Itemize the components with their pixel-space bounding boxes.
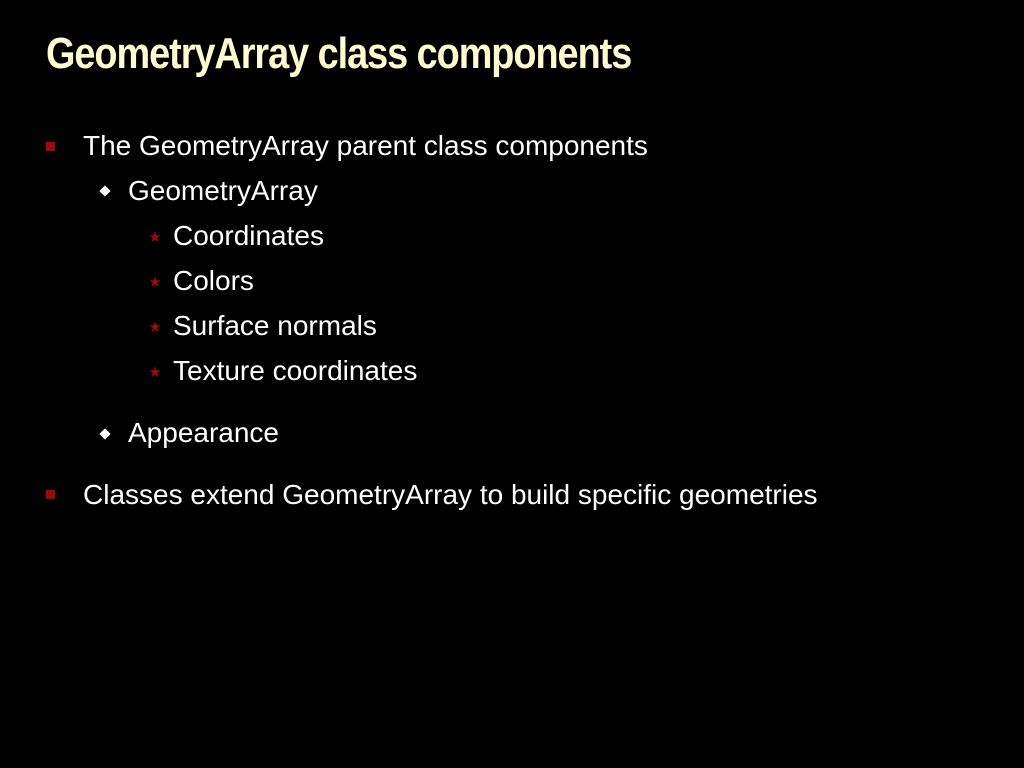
square-bullet-icon (46, 142, 55, 151)
sub-sub-bullet-item (173, 261, 254, 301)
sub-sub-bullet-text: Coordinates (173, 220, 324, 251)
bullet-text: The GeometryArray parent class components (83, 130, 648, 161)
diamond-bullet-icon (99, 428, 110, 439)
sub-sub-bullet-item (173, 351, 417, 391)
sub-sub-bullet-text: Texture coordinates (173, 355, 418, 386)
sub-bullet-text: GeometryArray (128, 175, 318, 206)
bullet-item (83, 475, 818, 515)
slide-title: GeometryArray class components (46, 29, 632, 78)
star-bullet-icon (149, 366, 161, 378)
sub-sub-bullet-item (173, 216, 324, 256)
star-bullet-icon (149, 321, 161, 333)
sub-sub-bullet-item (173, 306, 377, 346)
sub-bullet-item (128, 413, 279, 453)
sub-bullet-text: Appearance (128, 417, 280, 448)
bullet-text: Classes extend GeometryArray to build specific geometries (83, 479, 818, 510)
square-bullet-icon (46, 490, 55, 499)
bullet-item (83, 126, 648, 166)
sub-bullet-item (128, 171, 318, 211)
sub-sub-bullet-text: Colors (173, 265, 254, 296)
star-bullet-icon (149, 276, 161, 288)
star-bullet-icon (149, 231, 161, 243)
sub-sub-bullet-text: Surface normals (173, 310, 377, 341)
diamond-bullet-icon (99, 185, 110, 196)
